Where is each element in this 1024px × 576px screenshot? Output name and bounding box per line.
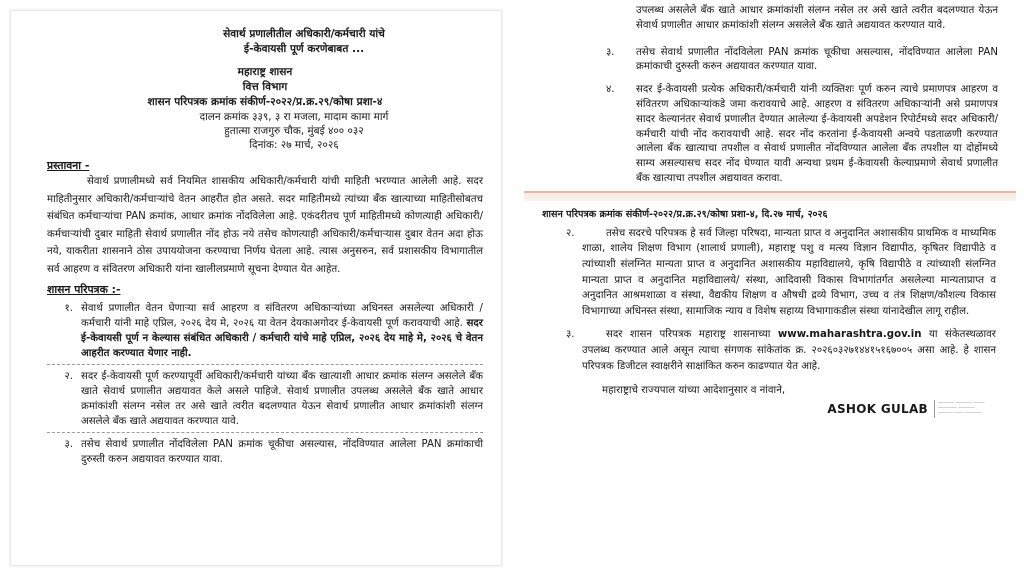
item-text: तसेच सेवार्थ प्रणालीत नोंदविलेला PAN क्रमांक चूकीचा असल्यास, नोंदविण्यात आलेला PAN क्रमांकाची दुरुस्ती करुन अद्ययावत करण्यात यावा. [636, 46, 998, 73]
circular-date: दिनांक: २७ मार्च, २०२६ [249, 139, 339, 151]
item-number: २. [64, 371, 73, 382]
address-line-1: दालन क्रमांक ३३९, ३ रा मजला, मादाम कामा मार्ग [199, 111, 389, 123]
item-number: ४. [606, 84, 615, 96]
address-block [105, 110, 483, 152]
subject-line-2: ई-केवायसी पूर्ण करणेबाबत ... [243, 43, 365, 55]
signature-area [542, 400, 996, 418]
page-reference-line: शासन परिपत्रक क्रमांक संकीर्ण-२०२२/प्र.क्र.२९/कोषा प्रशा-४, दि.२७ मार्च, २०२६ [542, 208, 828, 220]
circular-number: शासन परिपत्रक क्रमांक संकीर्ण-२०२२/प्र.क्र.२९/कोषा प्रशा-४ [147, 96, 383, 108]
circular-heading: शासन परिपत्रक :- [47, 283, 121, 296]
item-number: १. [64, 303, 73, 314]
page-3-item-3 [542, 327, 996, 374]
item-3-text-pre: सदर शासन परिपत्रक महाराष्ट्र शासनाच्या [606, 329, 771, 341]
closing-line: महाराष्ट्राचे राज्यपाल यांच्या आदेशानुसार व नांवाने, [602, 385, 786, 397]
item-text [81, 301, 483, 361]
issuer-block [47, 65, 483, 110]
circular-item-3 [47, 437, 483, 467]
signatory [827, 400, 988, 418]
circular-item-2 [47, 369, 483, 429]
item-text: सदर ई-केवायसी पूर्ण करण्यापूर्वी अधिकारी/कर्मचारी यांच्या बँक खात्याशी आधार क्रमांक संलग्न असलेले बँक खाते सेवार्थ प्रणालीत अद्ययावत केले असले पाहिजे. सेवार्थ प्रणालीत उपलब्ध असलेले बँक खाते आधार क्रमांकांशी संलग्न नसेल तर असे खाते त्वरीत बदलण्यात येऊन सेवार्थ प्रणालीत आधार क्रमांकांशी संलग्न असलेले बँक खाते अद्ययावत करण्यात यावे. [81, 371, 483, 427]
document-page-2 [524, 4, 1016, 572]
item-number [606, 4, 636, 34]
intro-heading: प्रस्तावना - [47, 159, 90, 172]
page-3-content [524, 201, 1016, 418]
page-2-item-4 [606, 83, 998, 187]
digital-signature-stamp: ────── ────── ──── ─────── ────── ───── ──── ────── [934, 400, 988, 418]
item-text: तसेच सदरचे परिपत्रक हे सर्व जिल्हा परिषदा, मान्यता प्राप्त व अनुदानित अशासकीय प्राथमिक व माध्यमिक शाळा, शालेय शिक्षण विभाग (शालार्थ प्रणाली), महाराष्ट्र पशु व मत्स्य विज्ञान विद्यापीठ, कृषितर विद्यापीठे व त्यांच्याशी संलग्नित मान्यता प्राप्त व अनुदानित अशासकीय महाविद्यालये, कृषि विद्यापीठे व त्यांच्याशी संलग्नित मान्यता प्राप्त व अनुदानित महाविद्यालये/ संस्था, आदिवासी विकास विभागांतर्गत असलेल्या मान्यताप्राप्त व अनुदानित आश्रमशाळा व संस्था, वैद्यकीय शिक्षण व औषधी द्रव्ये विभाग, उच्च व तंत्र शिक्षण/कौशल्य विकास विभागाच्या अधिनस्त संस्था, सामाजिक न्याय व विशेष सहाय्य विभागाकडील संस्था यांनादेखील लागू राहील. [582, 227, 996, 317]
website-link[interactable]: www.maharashtra.gov.in [777, 329, 922, 341]
item-3-text-post: या संकेतस्थळावर उपलब्ध करण्यात आले असून त्याचा संगणक सांकेतांक क्र. २०२६०३२७१४४१५१६७००५ असा आहे. हे शासन परिपत्रक डिजीटल स्वाक्षरीने साक्षांकित करुन काढण्यात येत आहे. [582, 329, 996, 372]
item-1-bold-text: सदर ई-केवायसी पूर्ण न केल्यास संबंधित अधिकारी / कर्मचारी यांचे माहे एप्रिल, २०२६ देय माहे मे, २०२६ चे वेतन आहरीत करण्यात येणार नाही. [81, 318, 483, 359]
divider [47, 432, 483, 433]
document-header [125, 27, 483, 57]
address-line-2: हुतात्मा राजगुरु चौक, मुंबई ४०० ०३२ [224, 125, 364, 137]
continued-paragraph: उपलब्ध असलेले बँक खाते आधार क्रमांकांशी संलग्न नसेल तर असे खाते त्वरीत बदलण्यात येऊन सेवार्थ प्रणालीत आधार क्रमांकांशी संलग्न असलेले बँक खाते अद्ययावत करण्यात यावे. [636, 5, 998, 31]
page-2-item-3 [606, 46, 998, 76]
circular-item-1 [47, 301, 483, 361]
item-number: ३. [64, 439, 73, 450]
item-number: ३. [606, 46, 615, 58]
item-text [582, 327, 996, 374]
item-text: तसेच सेवार्थ प्रणालीत नोंदविलेला PAN क्रमांक चूकीचा असल्यास, नोंदविण्यात आलेला PAN क्रमांकाची दुरुस्ती करुन अद्ययावत करण्यात यावा. [81, 439, 483, 465]
document-page-1 [10, 10, 502, 566]
subject-line-1: सेवार्थ प्रणालीतील अधिकारी/कर्मचारी यांचे [223, 28, 385, 40]
item-1-text: सेवार्थ प्रणालीत वेतन घेणाऱ्या सर्व आहरण व संवितरण अधिकाऱ्यांच्या अधिनस्त असलेल्या अधिकारी / कर्मचारी यांनी माहे एप्रिल, २०२६ देय मे, २०२६ या वेतन देयकाअगोदर ई-केवायसी पूर्ण करावयाची आहे. [81, 303, 483, 329]
signatory-name: ASHOK GULAB [827, 402, 928, 417]
intro-paragraph: सेवार्थ प्रणालीमध्ये सर्व नियमित शासकीय अधिकारी/कर्मचारी यांची माहिती भरण्यात आलेली आहे. सदर माहितीनुसार अधिकारी/कर्मचाऱ्यांचे वेतन आहरीत होत असते. सदर माहितीमध्ये त्यांच्या बँक खात्याच्या माहितीसोबतच संबंधित कर्मचाऱ्यांचा PAN क्रमांक, आधार क्रमांक नोंदविलेला आहे. एकंदरीतच पूर्ण माहितीमध्ये कोणत्याही अधिकारी/कर्मचाऱ्यांची दुबार माहिती सेवार्थ प्रणालीत नोंद होऊ नये तसेच कोणत्याही अधिकारी/कर्मचाऱ्यास दुबार वेतन अदा होऊ नये, याकरीता शासनाने ठोस उपाययोजना करण्याचा निर्णय घेतला आहे. त्यास अनुसरुन, सर्व प्रशासकीय विभागातील सर्व आहरण व संवितरण अधिकारी यांना खालीलप्रमाणे सूचना देण्यात येत आहेत. [47, 176, 483, 275]
department-name: वित्त विभाग [242, 81, 288, 93]
item-number: ३. [566, 329, 575, 341]
divider [47, 364, 483, 365]
government-name: महाराष्ट्र शासन [237, 66, 293, 78]
page-break [524, 191, 1016, 201]
page-3-item-2 [542, 226, 996, 320]
signature-row [542, 382, 996, 396]
item-text: सदर ई-केवायसी प्रत्येक अधिकारी/कर्मचारी यांनी व्यक्तिशः पूर्ण करुन त्याचे प्रमाणपत्र आहरण व संवितरण अधिकाऱ्यांकडे जमा करावयाचे आहे. आहरण व संवितरण अधिकाऱ्यांनी असे प्रमाणपत्र सादर केल्यानंतर सेवार्थ प्रणालीत देण्यात आलेल्या ई-केवायसी अपडेशन रिपोर्टमध्ये सदर अधिकारी/ कर्मचारी यांची नोंद करावयाची आहे. सदर नोंद करतांना ई-केवायसी अन्वये पडताळणी करण्यात आलेला बँक खात्याचा तपशील व सेवार्थ प्रणालीत नोंदविण्यात आलेला बँक तपशील या दोहोंमध्ये साम्य असल्यासच सदर नोंद घेण्यात यावी अन्यथा प्रथम ई-केवायसी केल्याप्रमाणे सेवार्थ प्रणालीत बँक खात्याचा तपशील अद्ययावत करावा. [636, 84, 998, 184]
item-number: २. [566, 227, 575, 239]
continued-text [606, 4, 998, 34]
page-2-continuation [524, 4, 1016, 187]
